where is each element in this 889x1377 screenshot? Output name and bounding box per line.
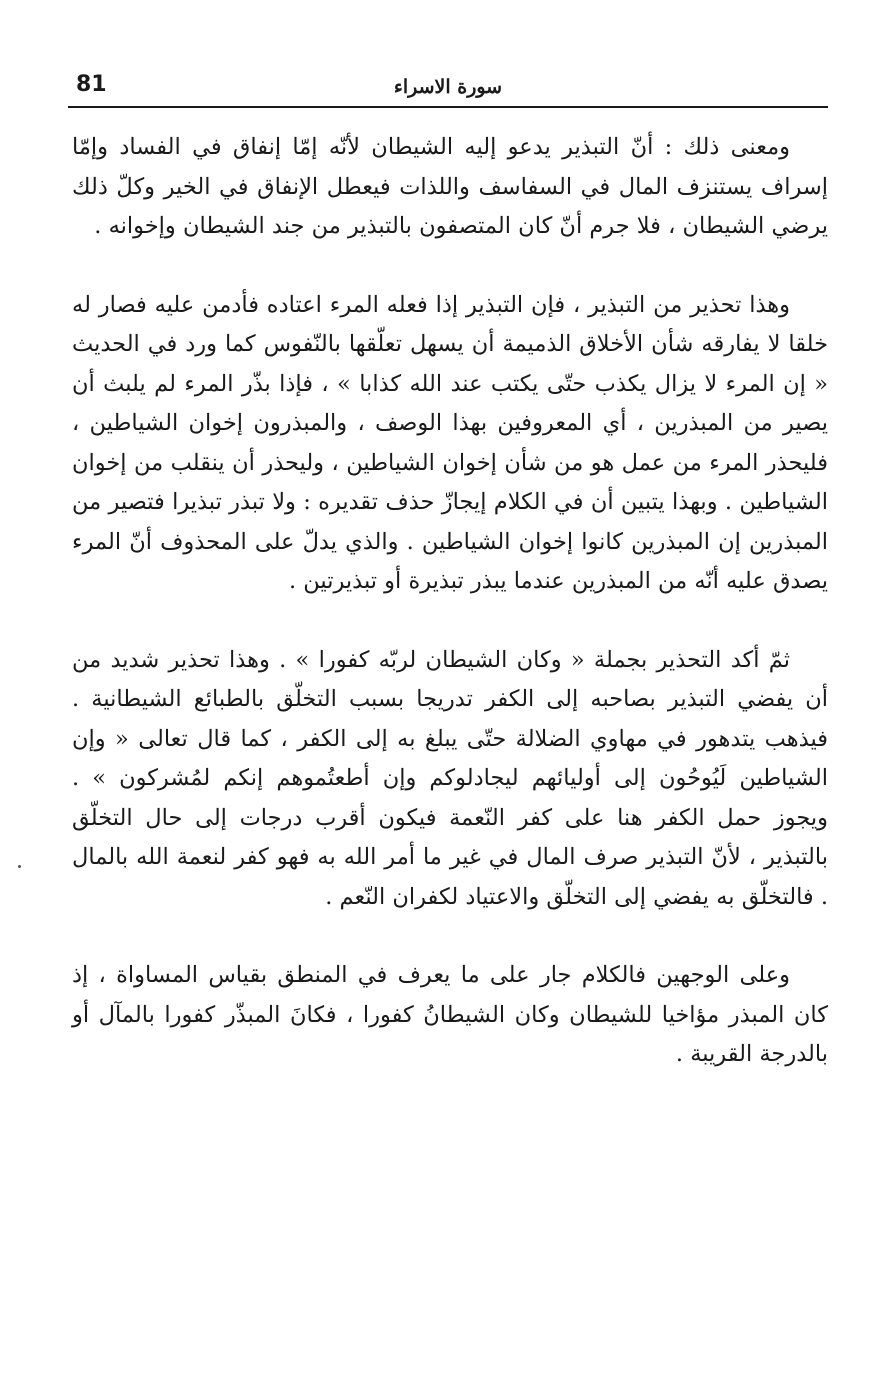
paragraph-3: ثمّ أكد التحذير بجملة « وكان الشيطان لربّه كفورا » . وهذا تحذير شديد من أن يفضي التبذير بصاحبه إلى الكفر تدريجا بسبب التخلّق بالطبائع الشيطانية . فيذهب يتدهور في مهاوي الضلالة حتّى يبلغ به إلى الكفر ، كما قال تعالى « وإن الشياطين لَيُوحُون إلى أوليائهم ليجادلوكم وإن أطعتُموهم إنكم لمُشركون » . ويجوز حمل الكفر هنا على كفر النّعمة فيكون أقرب درجات إلى حال التخلّق بالتبذير ، لأنّ التبذير صرف المال في غير ما أمر الله به فهو كفر لنعمة الله بالمال . فالتخلّق به يفضي إلى التخلّق والاعتياد لكفران النّعم . (72, 646, 828, 910)
margin-dot (18, 865, 21, 868)
running-title: سورة الاسراء (393, 76, 503, 98)
page-number: 81 (76, 72, 107, 97)
paragraph-1: ومعنى ذلك : أنّ التبذير يدعو إليه الشيطان لأنّه إمّا إنفاق في الفساد وإمّا إسراف يستنزف المال في السفاسف واللذات فيعطل الإنفاق في الخير وكلّ ذلك يرضي الشيطان ، فلا جرم أنّ كان المتصفون بالتبذير من جند الشيطان وإخوانه . (72, 134, 828, 239)
paragraph-4: وعلى الوجهين فالكلام جار على ما يعرف في المنطق بقياس المساواة ، إذ كان المبذر مؤاخيا للشيطان وكان الشيطانُ كفورا ، فكانَ المبذّر كفورا بالمآل أو بالدرجة القريبة . (72, 962, 828, 1067)
page-header (68, 70, 828, 108)
paragraph-2: وهذا تحذير من التبذير ، فإن التبذير إذا فعله المرء اعتاده فأدمن عليه فصار له خلقا لا يفارقه شأن الأخلاق الذميمة أن يسهل تعلّقها بالنّفوس كما ورد في الحديث « إن المرء لا يزال يكذب حتّى يكتب عند الله كذابا » ، فإذا بذّر المرء لم يلبث أن يصير من المبذرين ، أي المعروفين بهذا الوصف ، والمبذرون إخوان الشياطين ، فليحذر المرء من عمل هو من شأن إخوان الشياطين ، وليحذر أن ينقلب من إخوان الشياطين . وبهذا يتبين أن في الكلام إيجازّ حذف تقديره : ولا تبذر تبذيرا فتصير من المبذرين إن المبذرين كانوا إخوان الشياطين . والذي يدلّ على المحذوف أنّ المرء يصدق عليه أنّه من المبذرين عندما يبذر تبذيرة أو تبذيرتين . (72, 291, 828, 594)
page-body (72, 128, 828, 1114)
